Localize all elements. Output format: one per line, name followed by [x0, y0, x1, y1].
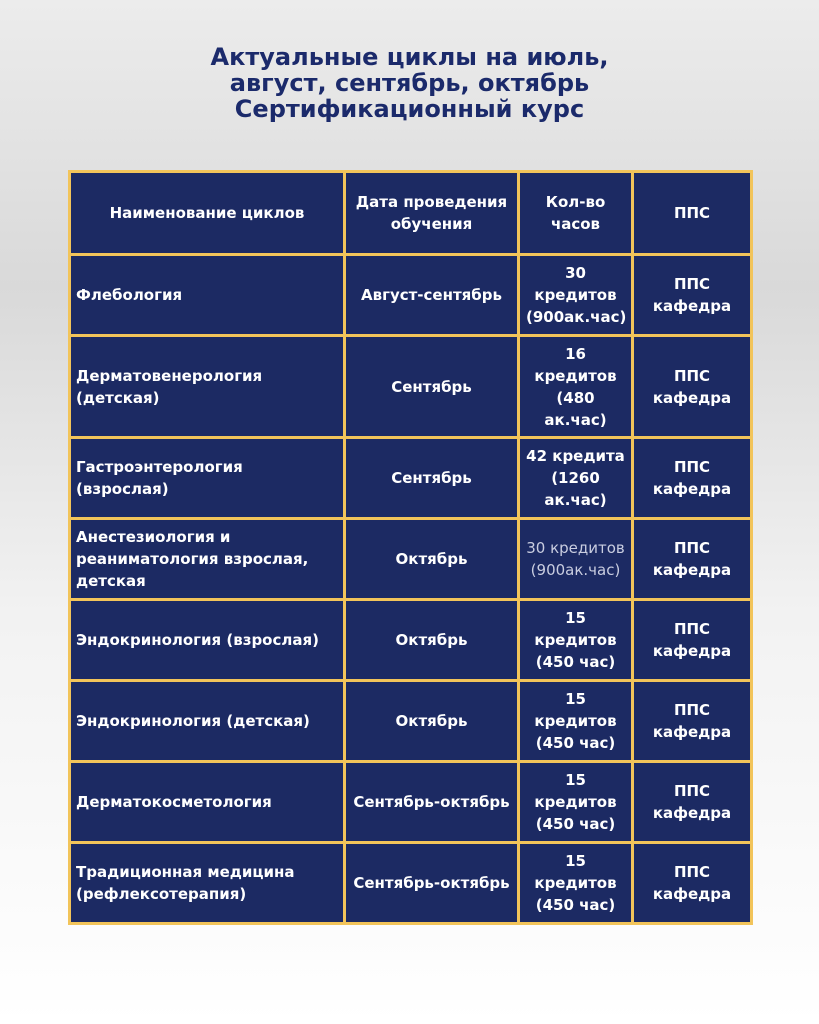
- cycle-date: Октябрь: [345, 519, 519, 600]
- table-row: [70, 600, 752, 681]
- cycle-name: Флебология: [70, 255, 345, 336]
- title-line-3: Сертификационный курс: [234, 95, 585, 123]
- cycle-hours: 15 кредитов (450 час): [519, 681, 633, 762]
- cycle-date: Сентябрь: [345, 438, 519, 519]
- cycle-name: Анестезиология и реаниматология взрослая, детская: [70, 519, 345, 600]
- cycle-pps: ППС кафедра: [633, 438, 752, 519]
- cycle-date: Август-сентябрь: [345, 255, 519, 336]
- cycle-pps: ППС кафедра: [633, 762, 752, 843]
- cycles-table: [68, 170, 753, 925]
- table-header-row: [70, 172, 752, 255]
- cycle-pps: ППС кафедра: [633, 336, 752, 438]
- page-title: [0, 44, 819, 122]
- cycle-name: Гастроэнтерология (взрослая): [70, 438, 345, 519]
- cycle-hours: 42 кредита (1260 ак.час): [519, 438, 633, 519]
- cycle-name: Традиционная медицина (рефлексотерапия): [70, 843, 345, 924]
- cycle-hours: 15 кредитов (450 час): [519, 843, 633, 924]
- cycle-pps: ППС кафедра: [633, 255, 752, 336]
- title-line-1: Актуальные циклы на июль,: [210, 43, 609, 71]
- table-row: [70, 336, 752, 438]
- cycle-hours: 30 кредитов (900ак.час): [519, 255, 633, 336]
- table-row: [70, 438, 752, 519]
- header-date: Дата проведения обучения: [345, 172, 519, 255]
- table-row: [70, 762, 752, 843]
- cycle-hours: 30 кредитов (900ак.час): [519, 519, 633, 600]
- title-line-2: август, сентябрь, октябрь: [229, 69, 590, 97]
- cycle-date: Октябрь: [345, 600, 519, 681]
- header-pps: ППС: [633, 172, 752, 255]
- cycle-name: Дерматокосметология: [70, 762, 345, 843]
- cycle-hours: 15 кредитов (450 час): [519, 600, 633, 681]
- cycle-date: Сентябрь-октябрь: [345, 843, 519, 924]
- header-hours: Кол-во часов: [519, 172, 633, 255]
- cycle-pps: ППС кафедра: [633, 681, 752, 762]
- cycle-name: Эндокринология (детская): [70, 681, 345, 762]
- table-row: [70, 255, 752, 336]
- cycle-name: Дерматовенерология (детская): [70, 336, 345, 438]
- table-row: [70, 681, 752, 762]
- cycle-pps: ППС кафедра: [633, 519, 752, 600]
- cycle-hours: 16 кредитов (480 ак.час): [519, 336, 633, 438]
- cycle-name: Эндокринология (взрослая): [70, 600, 345, 681]
- cycle-pps: ППС кафедра: [633, 843, 752, 924]
- cycle-hours: 15 кредитов (450 час): [519, 762, 633, 843]
- table-row: [70, 519, 752, 600]
- cycle-date: Сентябрь: [345, 336, 519, 438]
- table-row: [70, 843, 752, 924]
- cycle-pps: ППС кафедра: [633, 600, 752, 681]
- cycle-date: Сентябрь-октябрь: [345, 762, 519, 843]
- cycle-date: Октябрь: [345, 681, 519, 762]
- header-cycle-name: Наименование циклов: [70, 172, 345, 255]
